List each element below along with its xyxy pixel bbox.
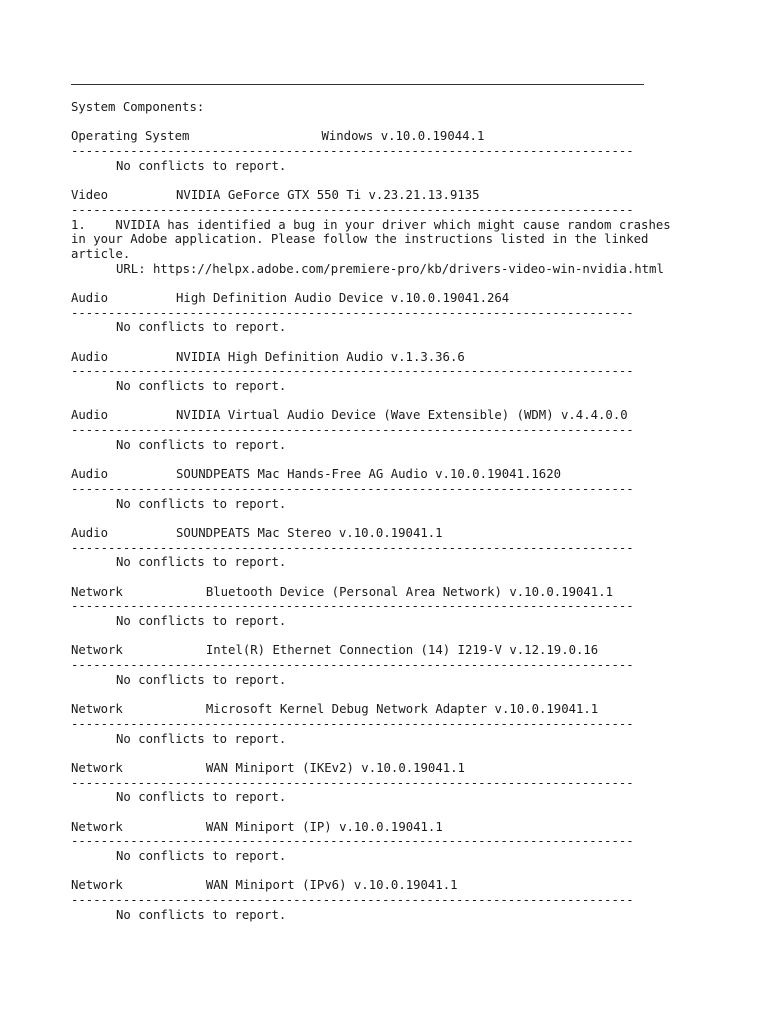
component-header bbox=[71, 408, 671, 423]
component-device: WAN Miniport (IKEv2) v.10.0.19041.1 bbox=[205, 760, 465, 775]
component-category: Operating System bbox=[71, 129, 190, 144]
component-category: Audio bbox=[71, 349, 109, 364]
component-category: Video bbox=[71, 188, 109, 203]
divider: ---------------------------------------------------------------------------- bbox=[71, 423, 634, 438]
component-block bbox=[71, 702, 671, 761]
component-block bbox=[71, 408, 671, 467]
component-category: Network bbox=[71, 760, 123, 775]
component-note: No conflicts to report. bbox=[116, 320, 287, 335]
top-rule bbox=[71, 84, 644, 85]
component-device: NVIDIA High Definition Audio v.1.3.36.6 bbox=[176, 349, 465, 364]
component-block bbox=[71, 129, 671, 188]
component-device: Bluetooth Device (Personal Area Network) v.10.0.19041.1 bbox=[205, 584, 614, 599]
component-note: No conflicts to report. bbox=[116, 379, 287, 394]
component-header bbox=[71, 291, 671, 306]
component-block bbox=[71, 291, 671, 350]
divider: ---------------------------------------------------------------------------- bbox=[71, 834, 634, 849]
component-block bbox=[71, 820, 671, 879]
divider: ---------------------------------------------------------------------------- bbox=[71, 540, 634, 555]
component-device: High Definition Audio Device v.10.0.19041.264 bbox=[176, 290, 510, 305]
component-header bbox=[71, 129, 671, 144]
component-header bbox=[71, 702, 671, 717]
component-header bbox=[71, 820, 671, 835]
component-note: No conflicts to report. bbox=[116, 790, 287, 805]
component-block bbox=[71, 643, 671, 702]
component-note: No conflicts to report. bbox=[116, 555, 287, 570]
component-header bbox=[71, 878, 671, 893]
divider: ---------------------------------------------------------------------------- bbox=[71, 599, 634, 614]
component-category: Network bbox=[71, 878, 123, 893]
component-note: No conflicts to report. bbox=[116, 437, 287, 452]
component-header bbox=[71, 350, 671, 365]
divider: ---------------------------------------------------------------------------- bbox=[71, 658, 634, 673]
component-category: Audio bbox=[71, 467, 109, 482]
component-header bbox=[71, 526, 671, 541]
component-block bbox=[71, 761, 671, 820]
component-category: Network bbox=[71, 643, 123, 658]
component-device: Intel(R) Ethernet Connection (14) I219-V v.12.19.0.16 bbox=[205, 643, 599, 658]
divider: ---------------------------------------------------------------------------- bbox=[71, 202, 634, 217]
component-block bbox=[71, 350, 671, 409]
report-content bbox=[71, 74, 679, 937]
component-issue: 1. NVIDIA has identified a bug in your driver which might cause random crashes in your Adobe application. Please follow the instructions listed in the linked article. bbox=[71, 217, 679, 261]
component-device: Microsoft Kernel Debug Network Adapter v.10.0.19041.1 bbox=[205, 702, 599, 717]
divider: ---------------------------------------------------------------------------- bbox=[71, 716, 634, 731]
divider: ---------------------------------------------------------------------------- bbox=[71, 893, 634, 908]
component-category: Network bbox=[71, 702, 123, 717]
divider: ---------------------------------------------------------------------------- bbox=[71, 364, 634, 379]
component-header bbox=[71, 761, 671, 776]
component-header bbox=[71, 467, 671, 482]
divider: ---------------------------------------------------------------------------- bbox=[71, 481, 634, 496]
component-category: Audio bbox=[71, 525, 109, 540]
component-note: No conflicts to report. bbox=[116, 672, 287, 687]
component-device: NVIDIA GeForce GTX 550 Ti v.23.21.13.9135 bbox=[176, 188, 480, 203]
component-note: No conflicts to report. bbox=[116, 614, 287, 629]
component-category: Audio bbox=[71, 290, 109, 305]
component-note: No conflicts to report. bbox=[116, 496, 287, 511]
component-category: Network bbox=[71, 819, 123, 834]
component-note: No conflicts to report. bbox=[116, 849, 287, 864]
component-device: SOUNDPEATS Mac Hands-Free AG Audio v.10.0.19041.1620 bbox=[176, 467, 562, 482]
component-device: NVIDIA Virtual Audio Device (Wave Extensible) (WDM) v.4.4.0.0 bbox=[176, 408, 628, 423]
divider: ---------------------------------------------------------------------------- bbox=[71, 775, 634, 790]
component-block bbox=[71, 188, 679, 291]
component-header bbox=[71, 585, 671, 600]
component-note: No conflicts to report. bbox=[116, 731, 287, 746]
divider: ---------------------------------------------------------------------------- bbox=[71, 144, 634, 159]
component-header bbox=[71, 188, 671, 203]
component-block bbox=[71, 585, 671, 644]
component-block bbox=[71, 526, 671, 585]
section-title: System Components: bbox=[71, 100, 205, 114]
component-device: Windows v.10.0.19044.1 bbox=[321, 129, 485, 144]
component-header bbox=[71, 643, 671, 658]
component-device: WAN Miniport (IPv6) v.10.0.19041.1 bbox=[205, 878, 458, 893]
component-block bbox=[71, 467, 671, 526]
component-device: SOUNDPEATS Mac Stereo v.10.0.19041.1 bbox=[176, 525, 443, 540]
component-category: Audio bbox=[71, 408, 109, 423]
component-block bbox=[71, 878, 671, 937]
component-device: WAN Miniport (IP) v.10.0.19041.1 bbox=[205, 819, 443, 834]
component-category: Network bbox=[71, 584, 123, 599]
divider: ---------------------------------------------------------------------------- bbox=[71, 305, 634, 320]
component-url: URL: https://helpx.adobe.com/premiere-pro/kb/drivers-video-win-nvidia.html bbox=[116, 261, 664, 276]
component-note: No conflicts to report. bbox=[116, 907, 287, 922]
component-note: No conflicts to report. bbox=[116, 158, 287, 173]
